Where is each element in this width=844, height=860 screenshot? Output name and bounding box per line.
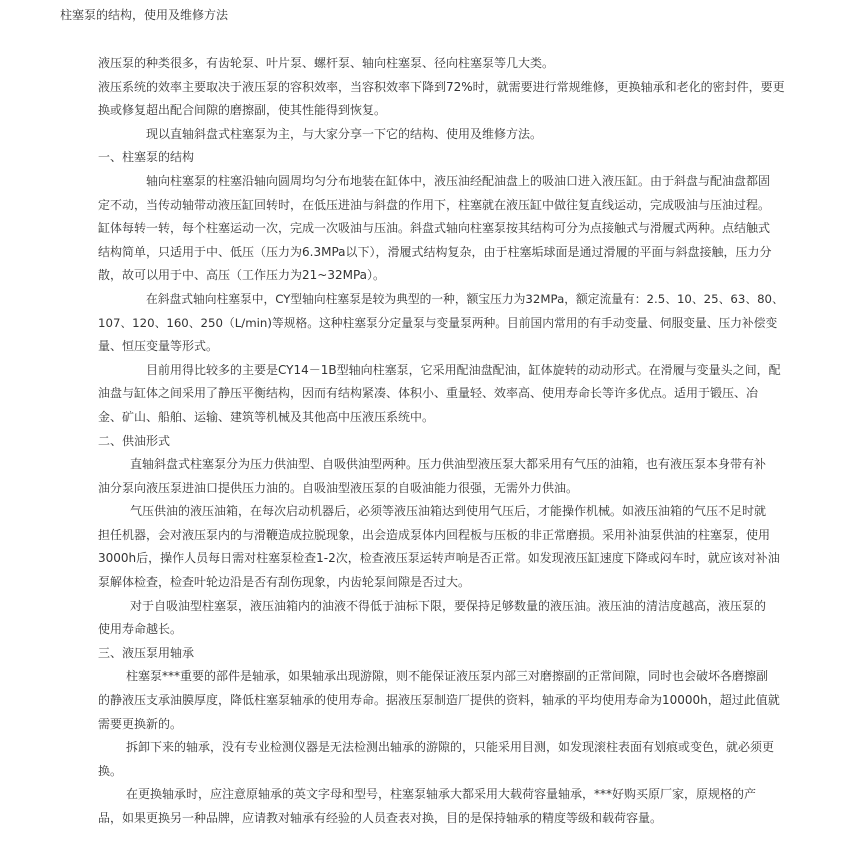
- paragraph-line: 现以直轴斜盘式柱塞泵为主，与大家分享一下它的结构、使用及维修方法。: [146, 126, 543, 141]
- paragraph-line: 需要更换新的。: [98, 716, 183, 731]
- paragraph-line: 使用寿命越长。: [98, 622, 183, 637]
- paragraph-line: 换。: [98, 763, 123, 778]
- paragraph-line: 直轴斜盘式柱塞泵分为压力供油型、自吸供油型两种。压力供油型液压泵大都采用有气压的油箱，也有液压泵本身带有补: [130, 457, 767, 472]
- paragraph-line: 3000h后，操作人员每日需对柱塞泵检查1-2次，检查液压泵运转声响是否正常。如发现液压缸速度下降或闷车时，就应该对补油: [98, 551, 780, 566]
- paragraph-line: 泵解体检查，检查叶轮边沿是否有刮伤现象，内齿轮泵间隙是否过大。: [98, 575, 471, 590]
- article-body: [98, 52, 788, 831]
- paragraph-line: 在斜盘式轴向柱塞泵中，CY型轴向柱塞泵是较为典型的一种，额宝压力为32MPa，额定流量有：2.5、10、25、63、80、: [146, 291, 784, 306]
- paragraph-line: 散，故可以用于中、高压（工作压力为21~32MPa）。: [98, 268, 385, 283]
- paragraph-line: 担任机器，会对液压泵内的与滑鞭造成拉脱现象，出会造成泵体内回程板与压板的非正常磨损。采用补油泵供油的柱塞泵，使用: [98, 527, 771, 542]
- paragraph-line: 液压泵的种类很多，有齿轮泵、叶片泵、螺杆泵、轴向柱塞泵、径向柱塞泵等几大类。: [98, 56, 555, 70]
- paragraph-line: 107、120、160、250（L/min)等规格。这种柱塞泵分定量泵与变量泵两种。目前国内常用的有手动变量、伺服变量、压力补偿变: [98, 315, 778, 330]
- paragraph-line: 定不动，当传动轴带动液压缸回转时，在低压进油与斜盘的作用下，柱塞就在液压缸中做往复直线运动，完成吸油与压油过程。: [98, 197, 771, 212]
- paragraph-line: 目前用得比较多的主要是CY14－1B型轴向柱塞泵，它采用配油盘配油，缸体旋转的动动形式。在滑履与变量头之间，配: [146, 362, 781, 377]
- page-title: 柱塞泵的结构，使用及维修方法: [60, 8, 229, 22]
- section-heading-2: 二、供油形式: [98, 433, 171, 448]
- paragraph-line: 油分泵向液压泵进油口提供压力油的。自吸油型液压泵的自吸油能力很强，无需外力供油。: [98, 480, 579, 495]
- section-heading-3: 三、液压泵用轴承: [98, 645, 195, 660]
- paragraph-line: 气压供油的液压油箱，在每次启动机器后，必须等液压油箱达到使用气压后，才能操作机械。如液压油箱的气压不足时就: [130, 504, 767, 519]
- paragraph-line: 量、恒压变量等形式。: [98, 339, 219, 354]
- paragraph-line: 轴向柱塞泵的柱塞沿轴向圆周均匀分布地装在缸体中，液压油经配油盘上的吸油口进入液压缸。由于斜盘与配油盘都固: [146, 173, 771, 188]
- paragraph-line: 的静液压支承油膜厚度，降低柱塞泵轴承的使用寿命。据液压泵制造厂提供的资料，轴承的平均使用寿命为10000h，超过此值就: [98, 693, 780, 708]
- paragraph-line: 柱塞泵***重要的部件是轴承，如果轴承出现游隙，则不能保证液压泵内部三对磨擦副的正常间隙，同时也会破坏各磨擦副: [126, 669, 769, 684]
- section-heading-1: 一、柱塞泵的结构: [98, 150, 195, 165]
- paragraph-line: 缸体每转一转，每个柱塞运动一次，完成一次吸油与压油。斜盘式轴向柱塞泵按其结构可分为点接触式与滑履式两种。点结触式: [98, 221, 771, 236]
- paragraph-line: 换或修复超出配合间隙的磨擦副，使其性能得到恢复。: [98, 103, 387, 118]
- paragraph-line: 油盘与缸体之间采用了静压平衡结构，因而有结构紧凑、体积小、重量轻、效率高、使用寿命长等许多优点。适用于锻压、冶: [98, 386, 759, 401]
- paragraph-line: 结构简单，只适用于中、低压（压力为6.3MPa以下），滑履式结构复杂，由于柱塞垢球面是通过滑履的平面与斜盘接触，压力分: [98, 244, 772, 259]
- paragraph-line: 拆卸下来的轴承，没有专业检测仪器是无法检测出轴承的游隙的，只能采用目测，如发现滚柱表面有划痕或变色，就必须更: [126, 740, 775, 755]
- paragraph-line: 对于自吸油型柱塞泵，液压油箱内的油液不得低于油标下限，要保持足够数量的液压油。液压油的清洁度越高，液压泵的: [130, 598, 767, 613]
- paragraph-line: 液压系统的效率主要取决于液压泵的容积效率，当容积效率下降到72%时，就需要进行常规维修，更换轴承和老化的密封件，要更: [98, 79, 785, 94]
- paragraph-line: 在更换轴承时，应注意原轴承的英文字母和型号，柱塞泵轴承大都采用大载荷容量轴承，***好购买原厂家，原规格的产: [126, 787, 757, 802]
- paragraph-line: 金、矿山、船舶、运输、建筑等机械及其他高中压液压系统中。: [98, 409, 435, 424]
- paragraph-line: 品，如果更换另一种品牌，应请教对轴承有经验的人员查表对换，目的是保持轴承的精度等级和载荷容量。: [98, 811, 663, 825]
